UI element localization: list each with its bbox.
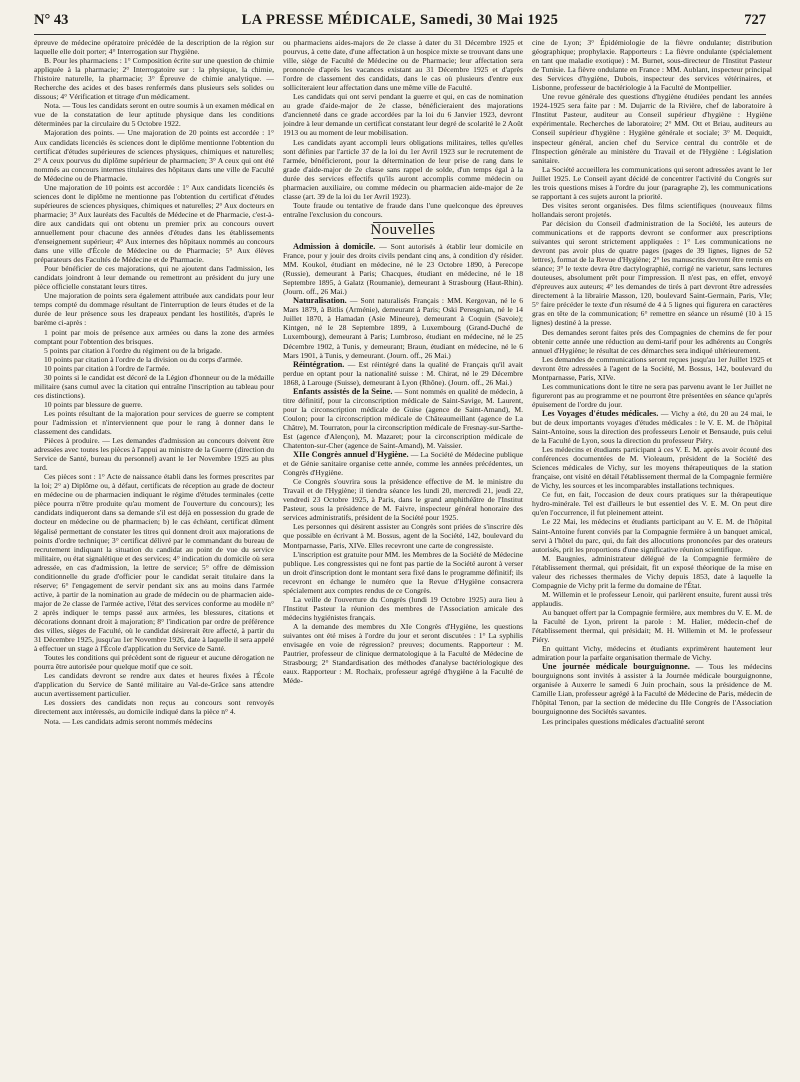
news-item-congres [283,450,523,477]
news-item-naturalisation [283,296,523,359]
page-number: 727 [744,12,766,28]
news-text: — Sont autorisés à établir leur domicile en France, pour y jouir des droits civils pendant cinq ans, à condition d'y résider. MM. Koukol, étudiant en médecine, né le 23 Octobre 1890, à Perecope (Russie), demeurant à Paris; Chacques, étudiant en médecine, né le 18 Septembre 1895, à Galatz (Roumanie), demeurant à Strasbourg (Haut-Rhin). (Journ. off., 26 Mai.) [283,241,523,297]
news-item-enfants [283,387,523,450]
news-text: — Sont naturalisés Français : MM. Kergovan, né le 6 Mars 1879, à Bitlis (Arménie), demeurant à Paris; Oski Peresgnian, né le 14 Juillet 1870, à Hamadan (Asie Mineure), demeurant à Coquin (Savoie); Kintgen, né le 28 Septembre 1899, à Luxembourg (Grand-Duché de Luxembourg), demeurant à Paris; Lumbroso, étudiant en médecine, né le 25 Décembre 1902, à Tunis, y demeurant; Braun, étudiant en médecine, né le 6 Mars 1901, à Tunis, y demeurant. (Journ. off., 26 Mai.) [283,296,523,360]
news-item-reintegration [283,360,523,387]
news-text: — Sont nommés en qualité de médecin, à titre définitif, pour la circonscription médicale de Saint-Savige, M. Laurent, pour la circonscription médicale de Guise (agence de Saint-Amand), M. Coulon; pour la circonscription médicale de Châteaumeillant (agence de La Châtre), M. Tourraton, pour la circonscription médicale de Fresnay-sur-Sarthe-Est (agence d'Alençon), M. Mazaret; pour la circonscription médicale de Chatenton-sur-Cher (agence de Saint-Amand), M. Vaissier. [283,386,523,451]
paragraph: Des demandes seront faites près des Compagnies de chemins de fer pour obtenir cette année une réduction au demi-tarif pour les adhérents au Congrès annuel d'Hygiène; le résultat de ces démarches sera indiqué ultérieurement. [532,327,772,355]
news-text: — La Société de Médecine publique et de Génie sanitaire organise cette année, comme les années précédentes, un Congrès d'Hygiène. [283,450,523,478]
paragraph: cine de Lyon; 3° Épidémiologie de la fièvre ondulante; distribution géographique; prophylaxie. Rapporteurs : La fièvre ondulante (spécialement en tant que maladie exotique) : M. Burnet, sous-directeur de l'Institut Pasteur de Tunisie. La fièvre ondulante en France : MM. Aublant, inspecteur principal des Services d'hygiène, Dubois, inspecteur des services vétérinaires, et Lisbonne, professeur de bactériologie à la Faculté de Montpellier. [532,38,772,93]
news-item-bourguignonne [532,662,772,716]
paragraph: ou pharmaciens aides-majors de 2e classe à dater du 31 Décembre 1925 et pourvus, à cette date, d'une affectation à un hospice mixte se trouvant dans une ville, siège de Faculté de Médecine ou de Pharmacie; leur affectation sera prononcée d'après les vacances existant au 31 Décembre 1925 et d'après l'ordre de classement des candidats, dans le cas où plusieurs d'entre eux solliciteraient leur affectation dans une même ville de Faculté. [283,38,523,93]
paragraph: La Société accueillera les communications qui seront adressées avant le 1er Juillet 1925. Le Conseil ayant décidé de concentrer l'activité du Congrès sur les trois questions mises à l'ordre du jour (paragraphe 2), les communications se rapportant à ces sujets auront la priorité. [532,164,772,201]
paragraph: Nota. — Tous les candidats seront en outre soumis à un examen médical en vue de la constatation de leur aptitude physique dans les conditions déterminées par la circulaire du 5 Octobre 1922. [34,101,274,129]
paragraph: 5 points par citation à l'ordre du régiment ou de la brigade. [44,345,223,355]
paragraph: M. Baugnies, administrateur délégué de la Compagnie fermière de l'établissement thermal, qui présidait, fit un exposé théorique de la mise en valeur des richesses thermales de Vichy depuis 1853, date à laquelle la Compagnie de Vichy prit la ferme du domaine de l'État. [532,553,772,590]
news-item-voyages [532,409,772,445]
paragraph: Les points résultant de la majoration pour services de guerre se comptent pour l'admission et n'interviennent que pour le rang à donner dans le classement des candidats. [34,408,274,437]
paragraph: A la demande des membres du XIe Congrès d'Hygiène, les questions suivantes ont été mises à l'ordre du jour et seront discutées : 1° La syphilis envisagée en voie de régression? preuves; documents. Rapporteur : M. Pautrier, professeur de clinique dermatologique à la Faculté de Médecine de Strasbourg; 2° Standardisation des méthodes d'analyse bactériologique des eaux. Rapporteur : M. Rochaix, professeur agrégé d'hygiène à la Faculté de Méde- [283,621,523,686]
news-head: Réintégration. [293,359,345,369]
paragraph: La veille de l'ouverture du Congrès (lundi 19 Octobre 1925) aura lieu à l'Institut Pasteur la réunion des membres de l'Association amicale des médecins hygiénistes français. [283,594,523,622]
news-head: Une journée médicale bourguignonne. [542,662,690,672]
news-head: XIIe Congrès annuel d'Hygiène. [293,450,409,460]
page-header [34,6,766,34]
paragraph: Majoration des points. — Une majoration de 20 points est accordée : 1° Aux candidats licenciés ès sciences dont le diplôme mentionne l'obtention du certificat d'études supérieures de sciences physiques, chimiques et naturelles; 2° A ceux pourvus du diplôme supérieur de pharmacien; 3° A ceux qui ont été nommés au concours internes titulaires des hôpitaux dans une ville de Faculté de Médecine ou de Pharmacie. [34,128,274,183]
news-item-admission [283,242,523,296]
paragraph: Les personnes qui désirent assister au Congrès sont priées de s'inscrire dès que possible en écrivant à M. Bossus, agent de la Société, 142, boulevard du Montparnasse, Paris, XIVe. Elles recevront une carte de congressiste. [283,522,523,550]
paragraph: B. Pour les pharmaciens : 1° Composition écrite sur une question de chimie appliquée à la pharmacie; 2° Interrogatoire sur : la physique, la chimie, l'histoire naturelle, la pharmacie; 3° Épreuve de chimie analytique. — Recherche des acides et des bases renfermés dans plusieurs sels solides ou dissous; 4° Vérification et titrage d'un médicament. [34,56,274,102]
news-head: Naturalisation. [293,296,347,306]
section-title-nouvelles: Nouvelles [283,222,523,239]
column-3 [532,38,772,1078]
header-rule [34,34,766,35]
paragraph: L'inscription est gratuite pour MM. les Membres de la Société de Médecine publique. Les congressistes qui ne font pas partie de la Société auront à verser un droit d'inscription dont le montant sera fixé dans le programme définitif; ils recevront en échange le numéro que la Revue d'Hygiène consacrera spécialement aux comptes rendus de ce Congrès. [283,549,523,595]
paragraph: Les communications dont le titre ne sera pas parvenu avant le 1er Juillet ne figureront pas au programme et ne pourront être présentées en séance qu'après épuisement de l'ordre du jour. [532,381,772,409]
paragraph: Une majoration de points sera également attribuée aux candidats pour leur temps compté du dommage résultant de l'interruption de leurs études et de la durée de leur présence sous les drapeaux pendant les hostilités, d'après le barème ci-après : [34,291,274,328]
column-1 [34,38,274,1078]
paragraph: 10 points par blessure de guerre. [44,399,143,409]
paragraph: Les candidats ayant accompli leurs obligations militaires, telles qu'elles sont définies par l'article 37 de la loi du 1er Avril 1923 sur le recrutement de l'armée, bénéficieront, pour la détermination de leur prise de rang dans le grade d'aide-major de 2e classe sans rappel de solde, d'un temps égal à la durée des services effectifs qu'ils auront accomplis comme médecin ou pharmacien auxiliaire, ou comme médecin ou pharmacien aide-major de 2e classe (art. 39 de la loi du 1er Avril 1923). [283,137,523,201]
paragraph: Les candidats devront se rendre aux dates et heures fixées à l'École d'application du Service de Santé militaire au Val-de-Grâce sans attendre aucun avertissement particulier. [34,671,274,699]
paragraph: Les demandes de communications seront reçues jusqu'au 1er Juillet 1925 et devront être adressées à l'agent de la Société, M. Bossus, 142, boulevard du Montparnasse, Paris, XIVe. [532,354,772,382]
paragraph: Pour bénéficier de ces majorations, qui ne ajoutent dans l'admission, les candidats joindront à leur demande ou remettront au président du jury une pièce officielle constatant leurs titres. [34,264,274,292]
paragraph: 10 points par citation à l'ordre de la division ou du corps d'armée. [44,354,243,364]
paragraph: 30 points si le candidat est décoré de la Légion d'honneur ou de la médaille militaire (sans cumul avec la citation qui entraîne l'inscription au tableau pour ces distinctions). [34,372,274,400]
paragraph: Les dossiers des candidats non reçus au concours sont renvoyés directement aux intéressés, au domicile indiqué dans la pièce n° 4. [34,698,274,717]
news-text: — Est réintégré dans la qualité de Français qu'il avait perdue en optant pour la nationalité suisse : M. Chirat, né le 29 Décembre 1868, à Larouge (Suisse), demeurant à Lyon (Rhône). (Journ. off., 26 Mai.) [283,359,523,387]
paragraph: 1 point par mois de présence aux armées ou dans la zone des armées comptant pour l'obtention des brisques. [34,327,274,346]
paragraph: Les candidats qui ont servi pendant la guerre et qui, en cas de nomination au grade d'aide-major de 2e classe, bénéficieraient des majorations d'ancienneté dans ce grade accordées par la loi du 6 Janvier 1923, devront joindre à leur demande un certificat constatant leur degré de scolarité le 2 Août 1913 ou au moment de leur mobilisation. [283,92,523,138]
news-text: — Tous les médecins bourguignons sont invités à assister à la Journée médicale bourguignonne, organisée à Auxerre le samedi 6 Juin prochain, sous la présidence de M. Camille Lian, professeur agrégé à la Faculté de Médecine de Paris, médecin de l'hôpital Tenon, par la section de médecine du IIIe Congrès de l'Association bourguignonne des Sociétés savantes. [532,662,772,717]
paragraph: 10 points par citation à l'ordre de l'armée. [44,363,170,373]
paragraph: épreuve de médecine opératoire précédée de la description de la région sur laquelle elle doit porter; 4° Interrogation sur l'hygiène. [34,38,274,57]
paragraph: En quittant Vichy, médecins et étudiants exprimèrent hautement leur admiration pour la parfaite organisation thermale de Vichy. [532,644,772,663]
paragraph: Pièces à produire. — Les demandes d'admission au concours doivent être adressées avec toutes les pièces à l'appui au ministre de la Guerre (direction du Service de Santé, bureau du personnel) avant le 1er Novembre 1925 au plus tard. [34,436,274,473]
news-head: Les Voyages d'études médicales. [542,408,659,418]
column-2 [283,38,523,1078]
issue-number: N° 43 [34,12,69,28]
paragraph: Ces pièces sont : 1° Acte de naissance établi dans les formes prescrites par la loi; 2° a) Diplôme ou, à défaut, certificats de réception au grade de docteur en médecine ou de pharmacien indiquant le régime d'études terminales (cette pièce pourra n'être produite qu'au moment de l'ouverture du concours); les candidats indiqueront dans sa demande s'il est déjà en possession du grade de docteur en médecine ou de pharmacien; b) le cas échéant, certificat dûment légalisé permettant de constater les titres qui donnent droit aux majorations de points d'ordre technique; 3° certificat délivré par le commandant du bureau de recrutement indiquant la situation du candidat au point de vue du service militaire, ou état signalétique et des services; 4° indication du domicile où sera adressée, en cas d'admission, la lettre de service; 5° offre de démission conditionnelle du grade d'officier pour le candidat serait titulaire dans la réserve; 6° l'engagement de servir pendant six ans au moins dans l'armée active, à partir de la nomination au grade de médecin ou de pharmacien aide-major de 2e classe de l'armée active, l'état des services conforme au modèle n° 2 après indiquer le temps passé aux armées, les blessures, citations et décorations donnant droit à majoration; 8° l'indication par ordre de préférence des villes, sièges de Faculté, où le candidat désirerait être affecté, à partir du 31 Décembre 1925, jusqu'au 1er Novembre 1926, date à laquelle il sera appelé à effectuer un stage à l'École d'application du Service de Santé. [34,472,274,654]
paragraph: Par décision du Conseil d'administration de la Société, les auteurs de communications et de rapports devront se conformer aux prescriptions suivantes qui seront strictement appliquées : 1° Les communications ne devront pas avoir plus de quatre pages (pages de 39 lignes, lignes de 52 lettres), format de la Revue d'Hygiène; 2° les manuscrits devront être remis en séance; 3° le texte devra être dactylographié, corrigé ne varietur, sans lectures douteuses, absolument prêt pour l'impression. Il n'est pas, en effet, envoyé d'épreuves aux auteurs; 4° les demandes de tirés à part devront être adressées directement à la librairie Masson, 120, boulevard Saint-Germain, Paris, VIe; 5° faire précéder le texte d'un résumé de 4 à 5 lignes qui figurera en caractères gras en tête de la communication; 6° remettre en séance un résumé (10 à 15 lignes) destiné à la presse. [532,218,772,328]
news-head: Enfants assistés de la Seine. [293,386,393,396]
paragraph: Le 22 Mai, les médecins et étudiants participant au V. E. M. de l'hôpital Saint-Antoine furent conviés par la Compagnie fermière à un banquet amical, servi à l'hôtel du parc, qui, du fait des allocutions prononcées par des orateurs autorisés, prit les proportions d'une significative réunion scientifique. [532,517,772,554]
paragraph: Les principales questions médicales d'actualité seront [542,716,705,726]
paragraph: Au banquet offert par la Compagnie fermière, aux membres du V. E. M. de la Faculté de Lyon, prirent la parole : M. Halier, médecin-chef de l'établissement thermal, qui présidait; M. H. Willemin et M. le professeur Piéry. [532,607,772,645]
paragraph: Toute fraude ou tentative de fraude dans l'une quelconque des épreuves entraîne l'exclusion du concours. [283,200,523,219]
news-text: — Vichy a été, du 20 au 24 mai, le but de deux importants voyages d'études médicales : le V. E. M. de l'hôpital Saint-Antoine, sous la direction des professeurs Lenoir et Bensaude, puis celui de la Faculté de Lyon, sous la direction du professeur Piéry. [532,408,772,446]
paragraph: Une revue générale des questions d'hygiène étudiées pendant les années 1924-1925 sera faite par : M. Dujarric de la Rivière, chef de laboratoire à l'Institut Pasteur, auditeur au Conseil supérieur d'hygiène : Hygiène expérimentale. Recherches de laboratoire; 2° MM. Ott et Briau, auditeurs au Conseil supérieur d'hygiène : Hygiène générale et sociale; 3° M. Dequidt, inspecteur général, ancien chef du Service central du contrôle et de l'Inspection générale au ministère du Travail et de l'Hygiène : Législation sanitaire. [532,92,772,165]
paragraph: Une majoration de 10 points est accordée : 1° Aux candidats licenciés ès sciences dont le diplôme ne mentionne pas l'obtention du certificat d'études supérieures de sciences physiques, chimiques et naturelles; 2° Aux docteurs en pharmacie; 3° Aux lauréats des Facultés de Médecine et de Pharmacie, c'est-à-dire aux candidats qui ont obtenu un premier prix au concours ouvert annuellement pour chacune des années d'études dans les établissements d'enseignement supérieur; 4° Aux internes des hôpitaux nommés au concours dans une ville d'École de Médecine ou de Pharmacie; 5° Aux élèves préparateurs des Facultés de Médecine et de Pharmacie. [34,182,274,265]
paragraph: Nota. — Les candidats admis seront nommés médecins [44,716,213,726]
paragraph: Ce Congrès s'ouvrira sous la présidence effective de M. le ministre du Travail et de l'Hygiène; il tiendra séance les lundi 20, mercredi 21, jeudi 22, vendredi 23 Octobre 1925, à Paris, dans le grand amphithéâtre de l'Institut Pasteur, sous la présidence de M. Faivre, inspecteur général honoraire des services administratifs, président de la Société pour 1925. [283,477,523,523]
paragraph: Ce fut, en fait, l'occasion de deux cours pratiques sur la thérapeutique hydro-minérale. Tel est d'ailleurs le but essentiel des V. E. M. On peut dire qu'en l'occurrence, il fut pleinement atteint. [532,490,772,518]
paragraph: Les médecins et étudiants participant à ces V. E. M. après avoir écouté des conférences documentées de M. Violeaum, président de la Société des Sciences médicales de Vichy, sur les moyens thérapeutiques de la station française, ont visité en détail l'établissement thermal de la Compagnie fermière de Vichy, les sources et les incomparables installations techniques. [532,445,772,491]
paragraph: M. Willemin et le professeur Lenoir, qui parlèrent ensuite, furent aussi très applaudis. [532,589,772,608]
paragraph: Des visites seront organisées. Des films scientifiques (nouveaux films hollandais seront projetés. [532,200,772,219]
news-head: Admission à domicile. [293,241,376,251]
journal-title: LA PRESSE MÉDICALE, Samedi, 30 Mai 1925 [241,12,559,28]
paragraph: Toutes les conditions qui précèdent sont de rigueur et aucune dérogation ne pourra être autorisée pour quelque motif que ce soit. [34,653,274,672]
